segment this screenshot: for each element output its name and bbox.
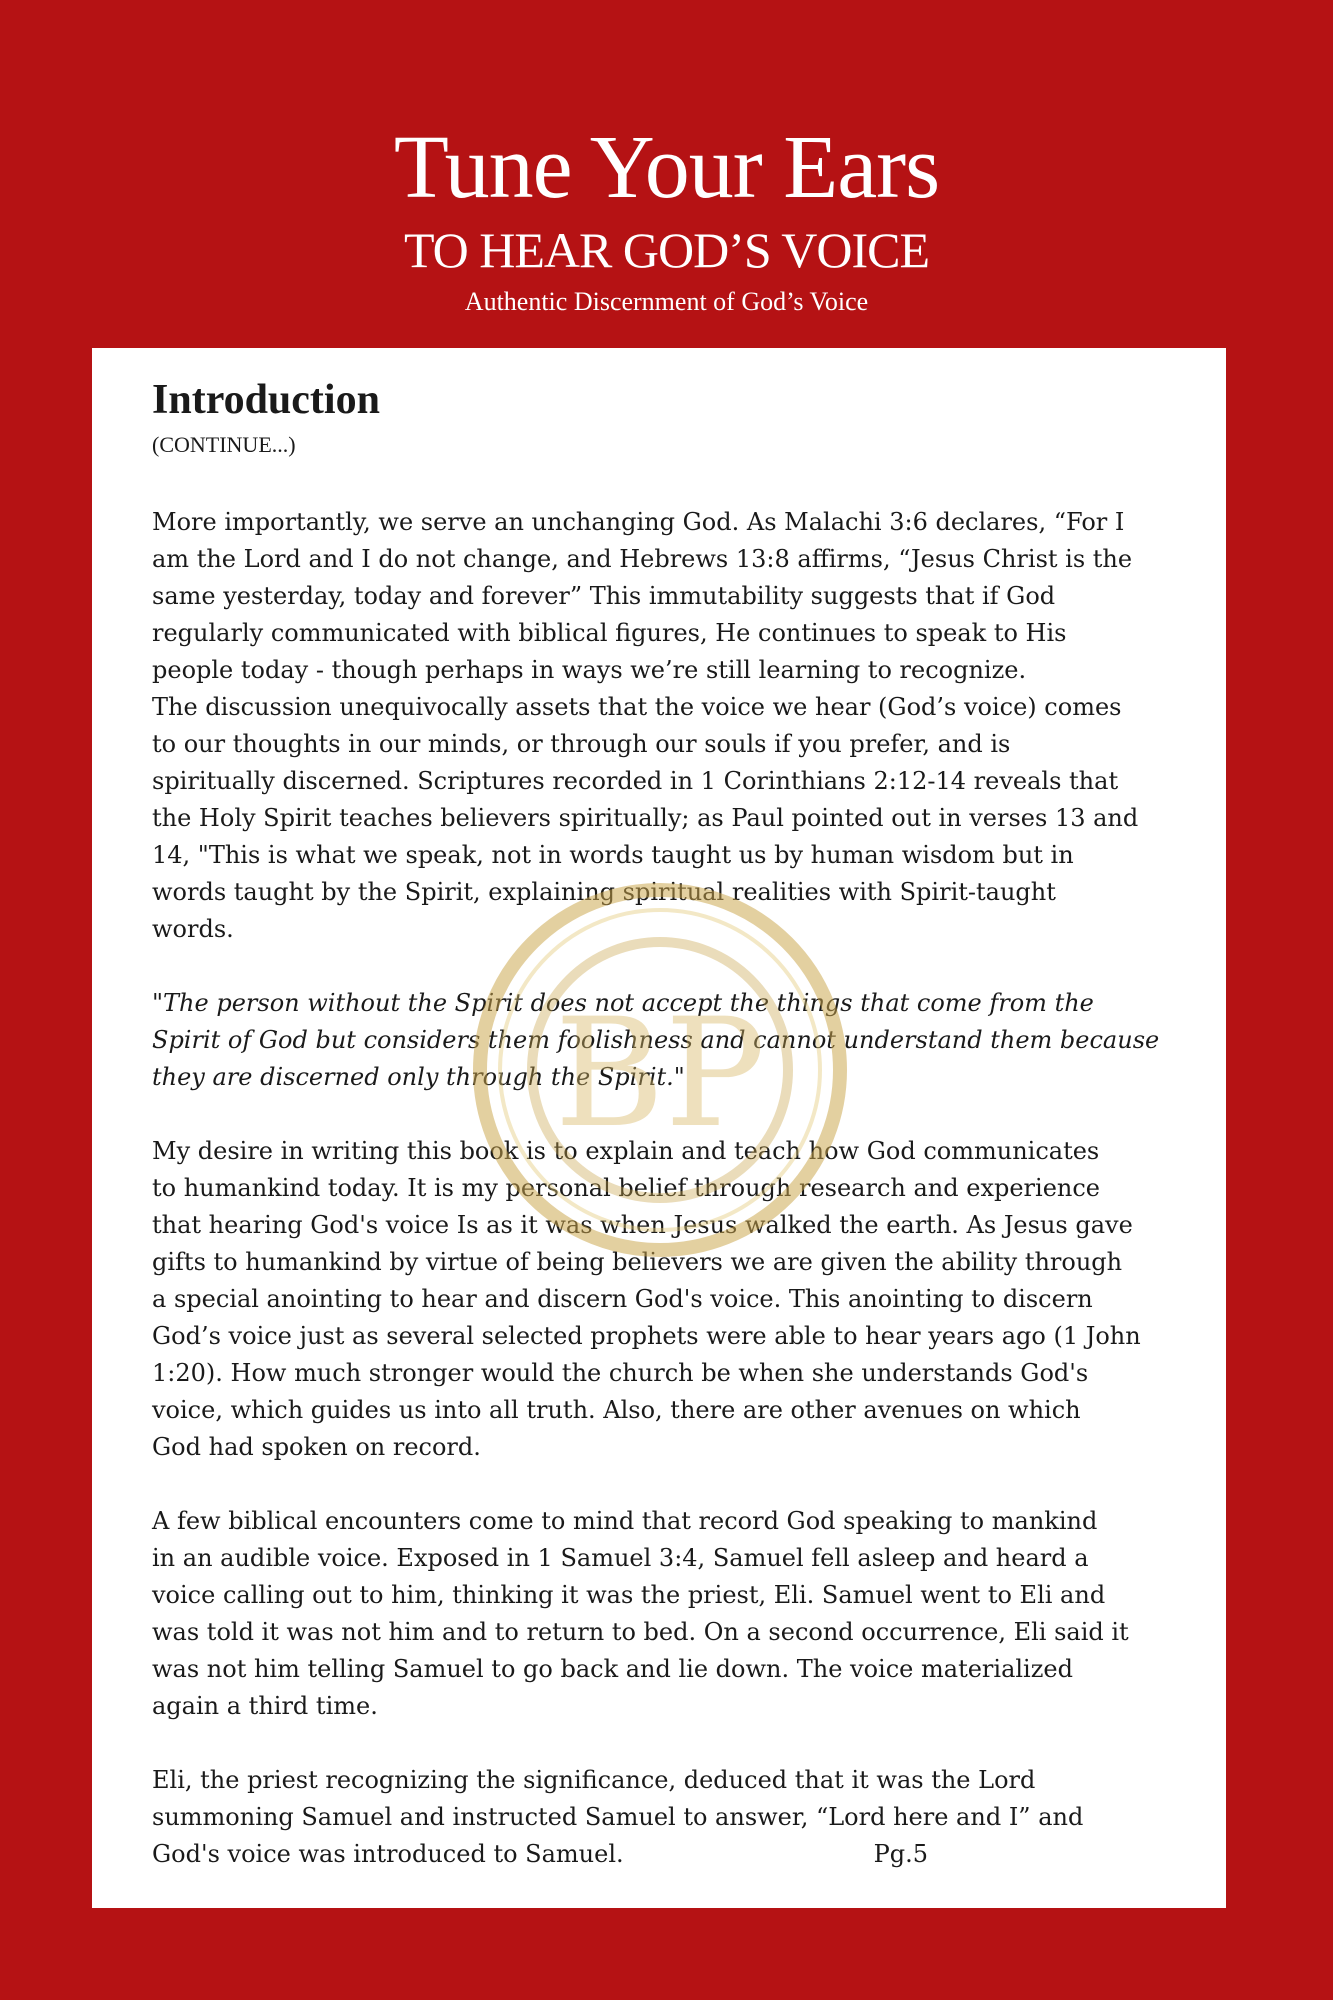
paragraph-1 [152,504,1192,948]
book-subtitle: TO HEAR GOD’S VOICE [404,222,929,278]
text-line-end: God's voice was introduced to Samuel. [152,1840,624,1868]
page-number: Pg.5 [873,1840,929,1868]
text-line: God had spoken on record. [152,1433,481,1461]
text-line: spiritually discerned. Scriptures recorded in 1 Corinthians 2:12-14 reveals that [152,767,1119,795]
text-line: people today - though perhaps in ways we’re still learning to recognize. [152,656,1027,684]
quote-line: Spirit of God but considers them foolishness and cannot understand them because [152,1026,1160,1054]
text-line: summoning Samuel and instructed Samuel to answer, “Lord here and I” and [152,1803,1084,1831]
paragraph-4 [152,1762,1192,1873]
text-line: 14, "This is what we speak, not in words taught us by human wisdom but in [152,841,1074,869]
text-line: a special anointing to hear and discern God's voice. This anointing to discern [152,1285,1093,1313]
text-line: gifts to humankind by virtue of being believers we are given the ability through [152,1248,1123,1276]
text-line: was told it was not him and to return to bed. On a second occurrence, Eli said it [152,1618,1129,1646]
text-line: My desire in writing this book is to explain and teach how God communicates [152,1137,1100,1165]
text-line: regularly communicated with biblical figures, He continues to speak to His [152,619,1067,647]
text-line: A few biblical encounters come to mind that record God speaking to mankind [152,1507,1098,1535]
text-line: again a third time. [152,1692,378,1720]
scripture-quote [152,985,1192,1096]
text-line: same yesterday, today and forever” This immutability suggests that if God [152,582,1056,610]
text-line: that hearing God's voice Is as it was when Jesus walked the earth. As Jesus gave [152,1211,1133,1239]
page-panel [92,348,1226,1908]
text-line: was not him telling Samuel to go back and lie down. The voice materialized [152,1655,1073,1683]
paragraph-gap [152,1725,1192,1762]
text-line: to humankind today. It is my personal belief through research and experience [152,1174,1100,1202]
section-title: Introduction [152,377,380,423]
text-line: words taught by the Spirit, explaining spiritual realities with Spirit-taught [152,878,1056,906]
section-subtitle: (CONTINUE...) [152,432,296,457]
text-line: voice calling out to him, thinking it was the priest, Eli. Samuel went to Eli and [152,1581,1106,1609]
text-line: Eli, the priest recognizing the significance, deduced that it was the Lord [152,1766,1036,1794]
text-line: the Holy Spirit teaches believers spiritually; as Paul pointed out in verses 13 and [152,804,1139,832]
page-content [152,374,1192,1873]
text-line: to our thoughts in our minds, or through our souls if you prefer, and is [152,730,1011,758]
monogram-letters: BP [554,987,766,1161]
text-line: in an audible voice. Exposed in 1 Samuel 3:4, Samuel fell asleep and heard a [152,1544,1089,1572]
text-line: 1:20). How much stronger would the church be when she understands God's [152,1359,1089,1387]
paragraph-2 [152,1133,1192,1466]
paragraph-gap [152,1466,1192,1503]
text-line: The discussion unequivocally assets that the voice we hear (God’s voice) comes [152,693,1122,721]
text-line: God’s voice just as several selected prophets were able to hear years ago (1 John [152,1322,1141,1350]
paragraph-gap [152,948,1192,985]
text-line: am the Lord and I do not change, and Hebrews 13:8 affirms, “Jesus Christ is the [152,545,1133,573]
quote-line: "The person without the Spirit does not accept the things that come from the [152,989,1094,1017]
quote-line: they are discerned only through the Spirit." [152,1063,685,1091]
last-text-line [152,1836,1192,1873]
paragraph-3 [152,1503,1192,1725]
paragraph-gap [152,1096,1192,1133]
text-line: words. [152,915,234,943]
book-tagline: Authentic Discernment of God’s Voice [464,287,869,316]
text-line: More importantly, we serve an unchanging God. As Malachi 3:6 declares, “For I [152,508,1125,536]
text-line: voice, which guides us into all truth. Also, there are other avenues on which [152,1396,1081,1424]
book-title: Tune Your Ears [393,118,940,217]
